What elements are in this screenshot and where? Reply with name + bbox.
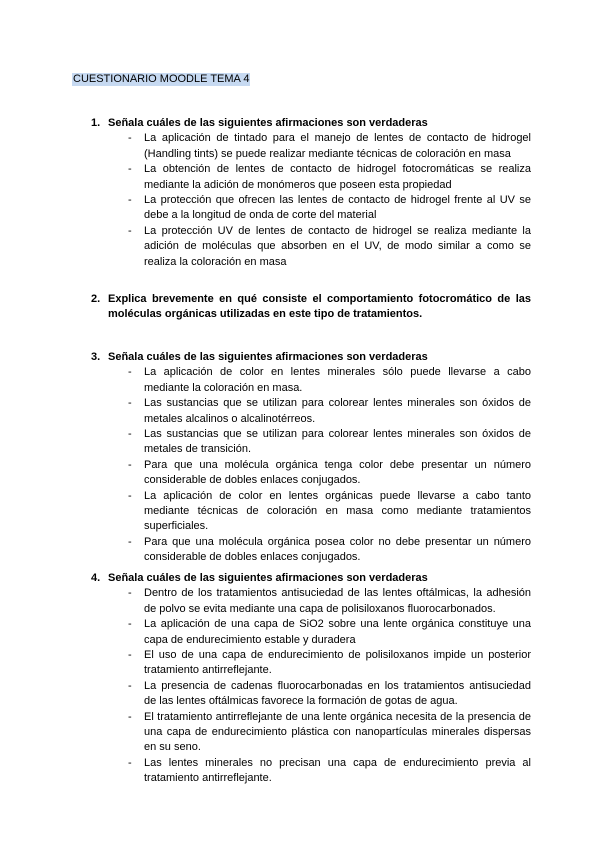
answer-item: - La aplicación de tintado para el manejo de lentes de contacto de hidrogel (Handling tints) se puede realizar mediante técnicas de coloración en masa [128, 132, 531, 160]
answer-item: - La obtención de lentes de contacto de hidrogel fotocromáticas se realiza mediante la adición de monómeros que poseen esta propiedad [128, 163, 531, 191]
answer-list [91, 586, 531, 786]
answer-item: - La aplicación de color en lentes minerales sólo puede llevarse a cabo mediante la coloración en masa. [128, 366, 531, 394]
question-text: Explica brevemente en qué consiste el comportamiento fotocromático de las moléculas orgánicas utilizadas en este tipo de tratamientos. [108, 293, 531, 321]
question-text: Señala cuáles de las siguientes afirmaciones son verdaderas [108, 572, 428, 584]
answer-item: - Para que una molécula orgánica posea color no debe presentar un número considerable de dobles enlaces conjugados. [128, 535, 531, 564]
answer-item: - La aplicación de una capa de SiO2 sobre una lente orgánica constituye una capa de endurecimiento estable y duradera [128, 618, 531, 646]
question-3 [91, 350, 531, 566]
answer-item: - La aplicación de color en lentes orgánicas puede llevarse a cabo tanto mediante técnicas de coloración en masa como mediante tratamientos superficiales. [128, 489, 531, 533]
answer-item: - El uso de una capa de endurecimiento de polisiloxanos impide un posterior tratamiento antirreflejante. [128, 649, 531, 677]
question-number: 3. [91, 351, 101, 363]
question-2 [91, 292, 531, 323]
question-text: Señala cuáles de las siguientes afirmaciones son verdaderas [108, 351, 428, 363]
answer-item: - Dentro de los tratamientos antisuciedad de las lentes oftálmicas, la adhesión de polvo se evita mediante una capa de polisiloxanos fluorocarbonados. [128, 587, 531, 615]
question-number: 2. [91, 293, 101, 305]
question-number: 4. [91, 572, 101, 584]
answer-item: - La presencia de cadenas fluorocarbonadas en los tratamientos antisuciedad de las lentes oftálmicas favorece la formación de gotas de agua. [128, 679, 531, 708]
question-1 [91, 116, 531, 270]
question-number: 1. [91, 117, 101, 129]
question-4 [91, 571, 531, 787]
answer-list [91, 131, 531, 270]
answer-item: - Las lentes minerales no precisan una capa de endurecimiento previa al tratamiento antirreflejante. [128, 756, 531, 785]
document-title: CUESTIONARIO MOODLE TEMA 4 [73, 73, 250, 85]
answer-item: - La protección que ofrecen las lentes de contacto de hidrogel frente al UV se debe a la longitud de onda de corte del material [128, 194, 531, 222]
answer-item: - Para que una molécula orgánica tenga color debe presentar un número considerable de dobles enlaces conjugados. [128, 458, 531, 487]
answer-item: - La protección UV de lentes de contacto de hidrogel se realiza mediante la adición de moléculas que absorben en el UV, de modo similar a como se realiza la coloración en masa [128, 224, 531, 268]
answer-item: - El tratamiento antirreflejante de una lente orgánica necesita de la presencia de una capa de endurecimiento plástica con nanopartículas minerales dispersas en su seno. [128, 710, 531, 754]
answer-list [91, 365, 531, 565]
answer-item: - Las sustancias que se utilizan para colorear lentes minerales son óxidos de metales alcalinos o alcalinotérreos. [128, 397, 531, 425]
question-text: Señala cuáles de las siguientes afirmaciones son verdaderas [108, 117, 428, 129]
answer-item: - Las sustancias que se utilizan para colorear lentes minerales son óxidos de metales de transición. [128, 428, 531, 456]
